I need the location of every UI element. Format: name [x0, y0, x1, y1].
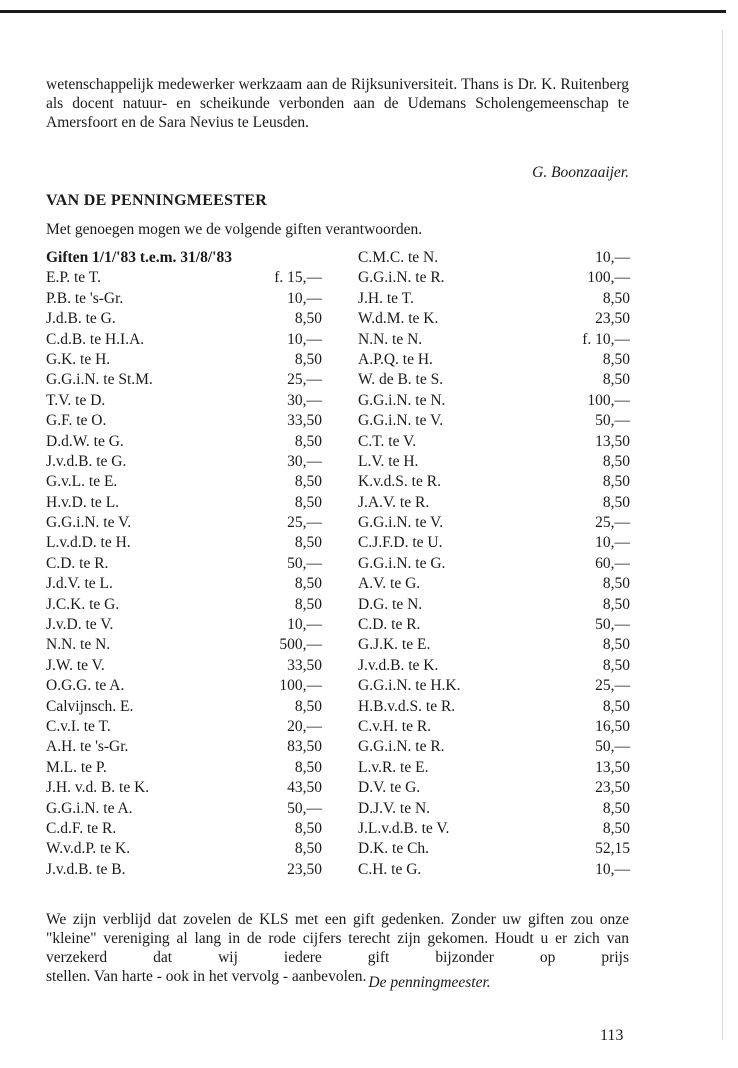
closing-text: We zijn verblijd dat zovelen de KLS met een gift gedenken. Zonder uw giften zou onze "kleine" vereniging al lang in de rode cijfers terecht zijn gekomen. Houdt u er zich van verzekerd dat wij iedere gift bijzonder op prijs — [46, 911, 629, 966]
gift-row — [46, 432, 322, 452]
gift-row — [358, 493, 630, 513]
gift-row — [358, 737, 630, 757]
gift-donor: C.d.F. te R. — [46, 819, 117, 837]
gift-donor: Calvijnsch. E. — [46, 697, 134, 715]
gift-row — [46, 635, 322, 655]
gift-donor: O.G.G. te A. — [46, 677, 125, 695]
gift-amount: 23,50 — [287, 860, 322, 878]
gift-amount: 50,— — [287, 799, 322, 817]
gift-amount: 8,50 — [294, 350, 322, 368]
gift-amount: 8,50 — [602, 350, 630, 368]
gift-row — [46, 737, 322, 757]
gift-row — [46, 819, 322, 839]
gift-row — [358, 268, 630, 288]
gift-amount: 83,50 — [287, 738, 322, 756]
gifts-period-header — [46, 248, 322, 268]
gift-donor: C.T. te V. — [358, 432, 417, 450]
gift-amount: 33,50 — [287, 656, 322, 674]
gift-row — [358, 452, 630, 472]
gift-amount: 8,50 — [602, 452, 630, 470]
gift-row — [46, 615, 322, 635]
gift-amount: 8,50 — [602, 575, 630, 593]
gift-row — [358, 533, 630, 553]
gift-donor: G.G.i.N. te V. — [358, 412, 444, 430]
gift-donor: G.G.i.N. te V. — [358, 514, 444, 532]
gift-donor: W.d.M. te K. — [358, 310, 439, 328]
gift-amount: 23,50 — [595, 779, 630, 797]
gift-amount: 50,— — [595, 738, 630, 756]
page-number: 113 — [600, 1027, 624, 1044]
gift-row — [46, 309, 322, 329]
gift-row — [358, 391, 630, 411]
gift-row — [46, 697, 322, 717]
gift-row — [358, 839, 630, 859]
gift-row — [358, 860, 630, 880]
gift-row — [46, 411, 322, 431]
gift-amount: 25,— — [595, 677, 630, 695]
gift-donor: P.B. te 's-Gr. — [46, 289, 124, 307]
gift-amount: 8,50 — [602, 636, 630, 654]
gift-donor: C.v.I. te T. — [46, 717, 111, 735]
gift-row — [358, 697, 630, 717]
gift-donor: M.L. te P. — [46, 758, 107, 776]
gift-donor: N.N. te N. — [358, 330, 423, 348]
gift-amount: 8,50 — [294, 493, 322, 511]
gift-amount: 25,— — [595, 514, 630, 532]
gift-row — [46, 778, 322, 798]
gift-amount: 8,50 — [294, 575, 322, 593]
gift-row — [46, 533, 322, 553]
gift-donor: L.V. te H. — [358, 452, 419, 470]
gift-donor: J.H. v.d. B. te K. — [46, 779, 150, 797]
gift-donor: G.G.i.N. te V. — [46, 514, 132, 532]
gift-amount: 33,50 — [287, 412, 322, 430]
gift-row — [46, 289, 322, 309]
gift-amount: 20,— — [287, 717, 322, 735]
gift-donor: J.v.d.B. te B. — [46, 860, 126, 878]
gift-row — [358, 330, 630, 350]
gift-donor: D.J.V. te N. — [358, 799, 431, 817]
gift-donor: A.V. te G. — [358, 575, 421, 593]
gift-amount: f. 15,— — [274, 269, 322, 287]
gift-donor: L.v.R. te E. — [358, 758, 429, 776]
signature-penningmeester: De penningmeester. — [368, 974, 491, 991]
gift-row — [358, 248, 630, 268]
gift-donor: N.N. te N. — [46, 636, 111, 654]
intro-paragraph: wetenschappelijk medewerker werkzaam aan de Rijksuniversiteit. Thans is Dr. K. Ruitenberg als docent natuur- en scheikunde verbonden aan de Udemans Scholengemeenschap te Amersfoort en de Sara Nevius te Leusden. — [46, 76, 629, 131]
gift-amount: 13,50 — [595, 432, 630, 450]
gift-amount: 30,— — [287, 452, 322, 470]
gift-amount: 8,50 — [602, 656, 630, 674]
gift-row — [358, 819, 630, 839]
gift-donor: C.d.B. te H.I.A. — [46, 330, 145, 348]
gift-row — [358, 676, 630, 696]
gift-amount: 8,50 — [602, 371, 630, 389]
gift-row — [46, 574, 322, 594]
gift-donor: G.G.i.N. te G. — [358, 554, 446, 572]
gift-amount: 8,50 — [294, 473, 322, 491]
gift-row — [358, 595, 630, 615]
gift-donor: W.v.d.P. te K. — [46, 840, 131, 858]
gift-donor: C.H. te G. — [358, 860, 422, 878]
gift-amount: 8,50 — [602, 289, 630, 307]
gift-amount: 100,— — [587, 269, 630, 287]
gift-donor: G.G.i.N. te H.K. — [358, 677, 461, 695]
gift-amount: 50,— — [595, 412, 630, 430]
gift-donor: A.H. te 's-Gr. — [46, 738, 129, 756]
gift-row — [358, 350, 630, 370]
gift-donor: J.v.d.B. te G. — [46, 452, 127, 470]
gift-amount: 30,— — [287, 391, 322, 409]
gift-row — [358, 635, 630, 655]
gift-row — [358, 370, 630, 390]
gift-row — [46, 472, 322, 492]
gift-amount: 100,— — [587, 391, 630, 409]
gift-donor: E.P. te T. — [46, 269, 101, 287]
gift-amount: 8,50 — [602, 595, 630, 613]
gift-amount: 43,50 — [287, 779, 322, 797]
gift-donor: J.v.D. te V. — [46, 616, 114, 634]
page-edge-rule — [722, 30, 723, 1040]
gift-amount: 100,— — [279, 677, 322, 695]
gift-amount: 25,— — [287, 371, 322, 389]
gift-amount: 60,— — [595, 554, 630, 572]
gift-amount: 8,50 — [294, 697, 322, 715]
gift-donor: J.d.B. te G. — [46, 310, 116, 328]
gift-donor: G.G.i.N. te A. — [46, 799, 133, 817]
gift-donor: D.K. te Ch. — [358, 840, 430, 858]
top-rule — [0, 10, 726, 13]
gift-row — [46, 513, 322, 533]
gift-row — [46, 350, 322, 370]
gift-row — [358, 472, 630, 492]
gift-amount: 50,— — [287, 554, 322, 572]
gift-amount: 8,50 — [294, 819, 322, 837]
gift-donor: H.B.v.d.S. te R. — [358, 697, 456, 715]
gift-row — [46, 676, 322, 696]
gift-amount: 10,— — [595, 534, 630, 552]
gift-donor: D.d.W. te G. — [46, 432, 124, 450]
lead-sentence: Met genoegen mogen we de volgende giften verantwoorden. — [46, 221, 423, 238]
gift-row — [46, 554, 322, 574]
gift-amount: 8,50 — [294, 758, 322, 776]
gift-amount: 8,50 — [602, 697, 630, 715]
gifts-column-right — [358, 248, 630, 880]
gift-row — [46, 758, 322, 778]
gift-donor: D.V. te G. — [358, 779, 421, 797]
gift-row — [358, 513, 630, 533]
gift-amount: 8,50 — [602, 473, 630, 491]
gift-amount: 13,50 — [595, 758, 630, 776]
gift-amount: 8,50 — [602, 819, 630, 837]
gift-donor: G.G.i.N. te N. — [358, 391, 446, 409]
gift-amount: 8,50 — [294, 310, 322, 328]
gift-donor: J.v.d.B. te K. — [358, 656, 439, 674]
gift-donor: L.v.d.D. te H. — [46, 534, 131, 552]
gift-amount: 10,— — [287, 330, 322, 348]
gift-amount: 50,— — [595, 616, 630, 634]
gift-row — [358, 432, 630, 452]
gift-donor: A.P.Q. te H. — [358, 350, 433, 368]
gift-donor: J.A.V. te R. — [358, 493, 430, 511]
gift-donor: J.C.K. te G. — [46, 595, 120, 613]
gifts-column-left — [46, 248, 322, 880]
gift-amount: 8,50 — [294, 840, 322, 858]
gift-row — [358, 574, 630, 594]
gift-donor: G.G.i.N. te R. — [358, 738, 445, 756]
gift-donor: G.G.i.N. te St.M. — [46, 371, 153, 389]
gift-row — [46, 595, 322, 615]
gift-row — [46, 839, 322, 859]
gift-row — [358, 554, 630, 574]
gift-donor: G.v.L. te E. — [46, 473, 118, 491]
closing-text-last: stellen. Van harte - ook in het vervolg - aanbevolen. — [46, 968, 367, 985]
closing-paragraph — [46, 910, 629, 991]
gift-donor: H.v.D. te L. — [46, 493, 120, 511]
gift-row — [46, 452, 322, 472]
gift-donor: C.J.F.D. te U. — [358, 534, 443, 552]
gift-donor: G.K. te H. — [46, 350, 111, 368]
gift-donor: J.L.v.d.B. te V. — [358, 819, 450, 837]
gift-row — [358, 411, 630, 431]
gift-row — [46, 370, 322, 390]
gift-row — [358, 778, 630, 798]
gift-amount: 23,50 — [595, 310, 630, 328]
gift-donor: T.V. te D. — [46, 391, 106, 409]
gift-donor: C.D. te R. — [46, 554, 109, 572]
gift-row — [46, 268, 322, 288]
gift-amount: 10,— — [287, 289, 322, 307]
gift-amount: 8,50 — [602, 799, 630, 817]
gift-donor: W. de B. te S. — [358, 371, 444, 389]
gift-row — [46, 391, 322, 411]
gift-donor: J.d.V. te L. — [46, 575, 113, 593]
gift-row — [358, 799, 630, 819]
gift-donor: G.F. te O. — [46, 412, 107, 430]
gift-row — [46, 493, 322, 513]
gift-row — [358, 615, 630, 635]
gift-donor: C.D. te R. — [358, 616, 421, 634]
gift-donor: J.W. te V. — [46, 656, 105, 674]
gift-amount: 8,50 — [294, 432, 322, 450]
gift-amount: 10,— — [595, 249, 630, 266]
gift-donor: D.G. te N. — [358, 595, 423, 613]
gift-amount: 8,50 — [294, 534, 322, 552]
gift-row — [46, 860, 322, 880]
gift-donor: G.G.i.N. te R. — [358, 269, 445, 287]
gift-amount: 10,— — [595, 860, 630, 878]
gift-donor: G.J.K. te E. — [358, 636, 431, 654]
gift-row — [358, 758, 630, 778]
gift-amount: 25,— — [287, 514, 322, 532]
gift-amount: 500,— — [279, 636, 322, 654]
gift-amount: 8,50 — [602, 493, 630, 511]
gift-row — [358, 717, 630, 737]
gift-amount: 52,15 — [595, 840, 630, 858]
gift-donor: C.v.H. te R. — [358, 717, 432, 735]
gift-donor: J.H. te T. — [358, 289, 414, 307]
gift-row — [358, 656, 630, 676]
gift-amount: 10,— — [287, 616, 322, 634]
gift-row — [358, 309, 630, 329]
gift-amount: 8,50 — [294, 595, 322, 613]
gift-donor: K.v.d.S. te R. — [358, 473, 441, 491]
gift-amount: f. 10,— — [582, 330, 630, 348]
gift-row — [46, 656, 322, 676]
gift-row — [358, 289, 630, 309]
gift-row — [46, 717, 322, 737]
gift-amount: 16,50 — [595, 717, 630, 735]
gift-row — [46, 330, 322, 350]
section-heading: VAN DE PENNINGMEESTER — [46, 192, 268, 209]
gift-donor: C.M.C. te N. — [358, 249, 439, 266]
gift-donor: Giften 1/1/'83 t.e.m. 31/8/'83 — [46, 249, 232, 266]
signature-boonzaaijer: G. Boonzaaijer. — [532, 164, 629, 181]
gift-row — [46, 799, 322, 819]
